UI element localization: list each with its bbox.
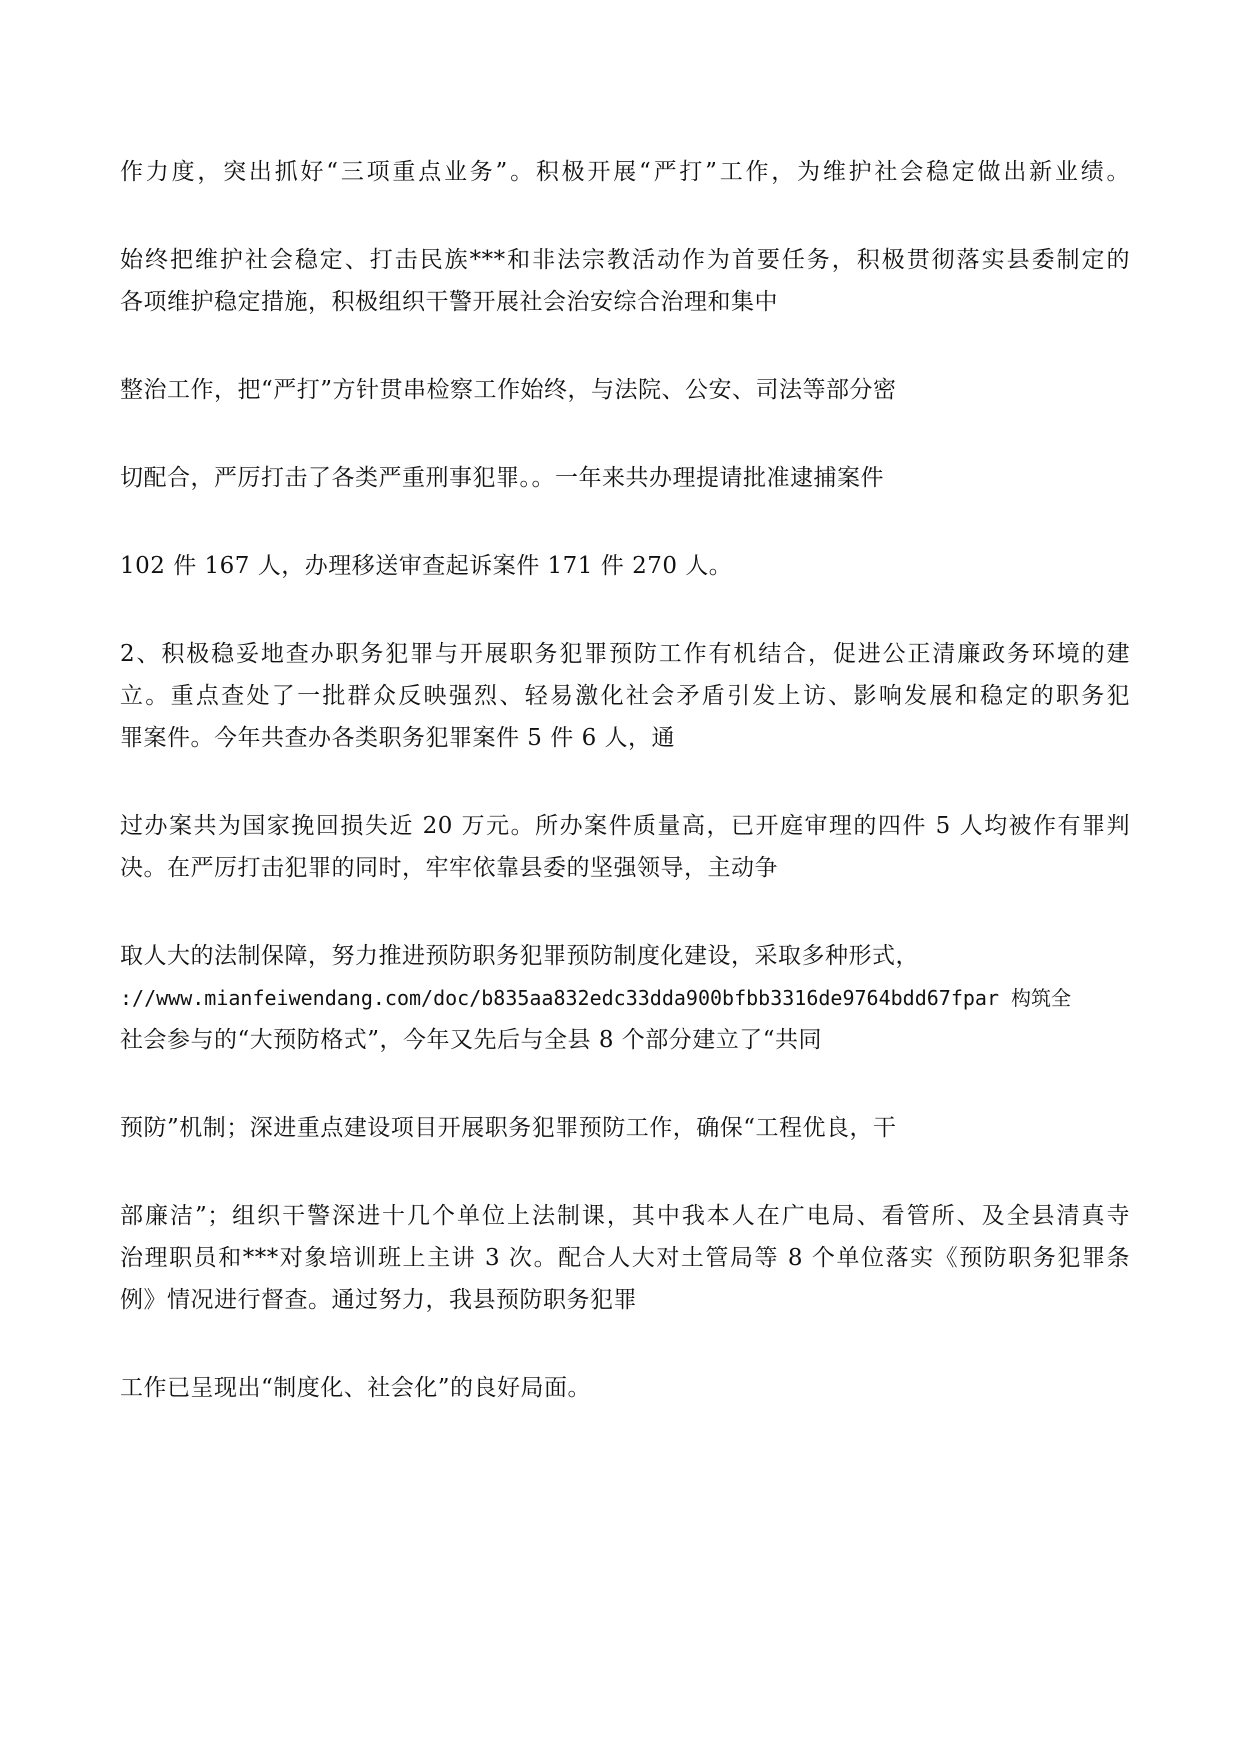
text-line: 部廉洁”；组织干警深进十几个单位上法制课，其中我本人在广电局、看管所、及全县清真寺 — [120, 1203, 1130, 1229]
text-line: 例》情况进行督查。通过努力，我县预防职务犯罪 — [120, 1287, 637, 1313]
text-line: 工作已呈现出“制度化、社会化”的良好局面。 — [120, 1375, 592, 1401]
text-line: 整治工作，把“严打”方针贯串检察工作始终，与法院、公安、司法等部分密 — [120, 377, 897, 403]
text-line: 决。在严厉打击犯罪的同时，牢牢依靠县委的坚强领导，主动争 — [120, 855, 778, 881]
text-line: 罪案件。今年共查办各类职务犯罪案件 5 件 6 人，通 — [120, 725, 676, 751]
text-line: 治理职员和***对象培训班上主讲 3 次。配合人大对土管局等 8 个单位落实《预防职务犯罪条 — [120, 1245, 1130, 1271]
url-line: ://www.mianfeiwendang.com/doc/b835aa832edc33dda900bfbb3316de9764bdd67fpar 构筑全 — [120, 986, 1072, 1010]
text-line: 始终把维护社会稳定、打击民族***和非法宗教活动作为首要任务，积极贯彻落实县委制定的 — [120, 247, 1130, 273]
text-line: 社会参与的“大预防格式”，今年又先后与全县 8 个部分建立了“共同 — [120, 1027, 823, 1053]
text-line: 102 件 167 人，办理移送审查起诉案件 171 件 270 人。 — [120, 553, 733, 579]
text-line: 切配合，严厉打击了各类严重刑事犯罪。。一年来共办理提请批准逮捕案件 — [120, 465, 884, 491]
text-line: 过办案共为国家挽回损失近 20 万元。所办案件质量高，已开庭审理的四件 5 人均被作有罪判 — [120, 813, 1130, 839]
text-line: 作力度，突出抓好“三项重点业务”。积极开展“严打”工作，为维护社会稳定做出新业绩。 — [120, 159, 1130, 185]
text-line: 2、积极稳妥地查办职务犯罪与开展职务犯罪预防工作有机结合，促进公正清廉政务环境的建 — [120, 641, 1130, 667]
text-line: 立。重点查处了一批群众反映强烈、轻易激化社会矛盾引发上访、影响发展和稳定的职务犯 — [120, 683, 1130, 709]
text-line: 各项维护稳定措施，积极组织干警开展社会治安综合治理和集中 — [120, 289, 778, 315]
text-line: 预防”机制；深进重点建设项目开展职务犯罪预防工作，确保“工程优良，干 — [120, 1115, 897, 1141]
text-line: 取人大的法制保障，努力推进预防职务犯罪预防制度化建设，采取多种形式， — [120, 943, 919, 969]
